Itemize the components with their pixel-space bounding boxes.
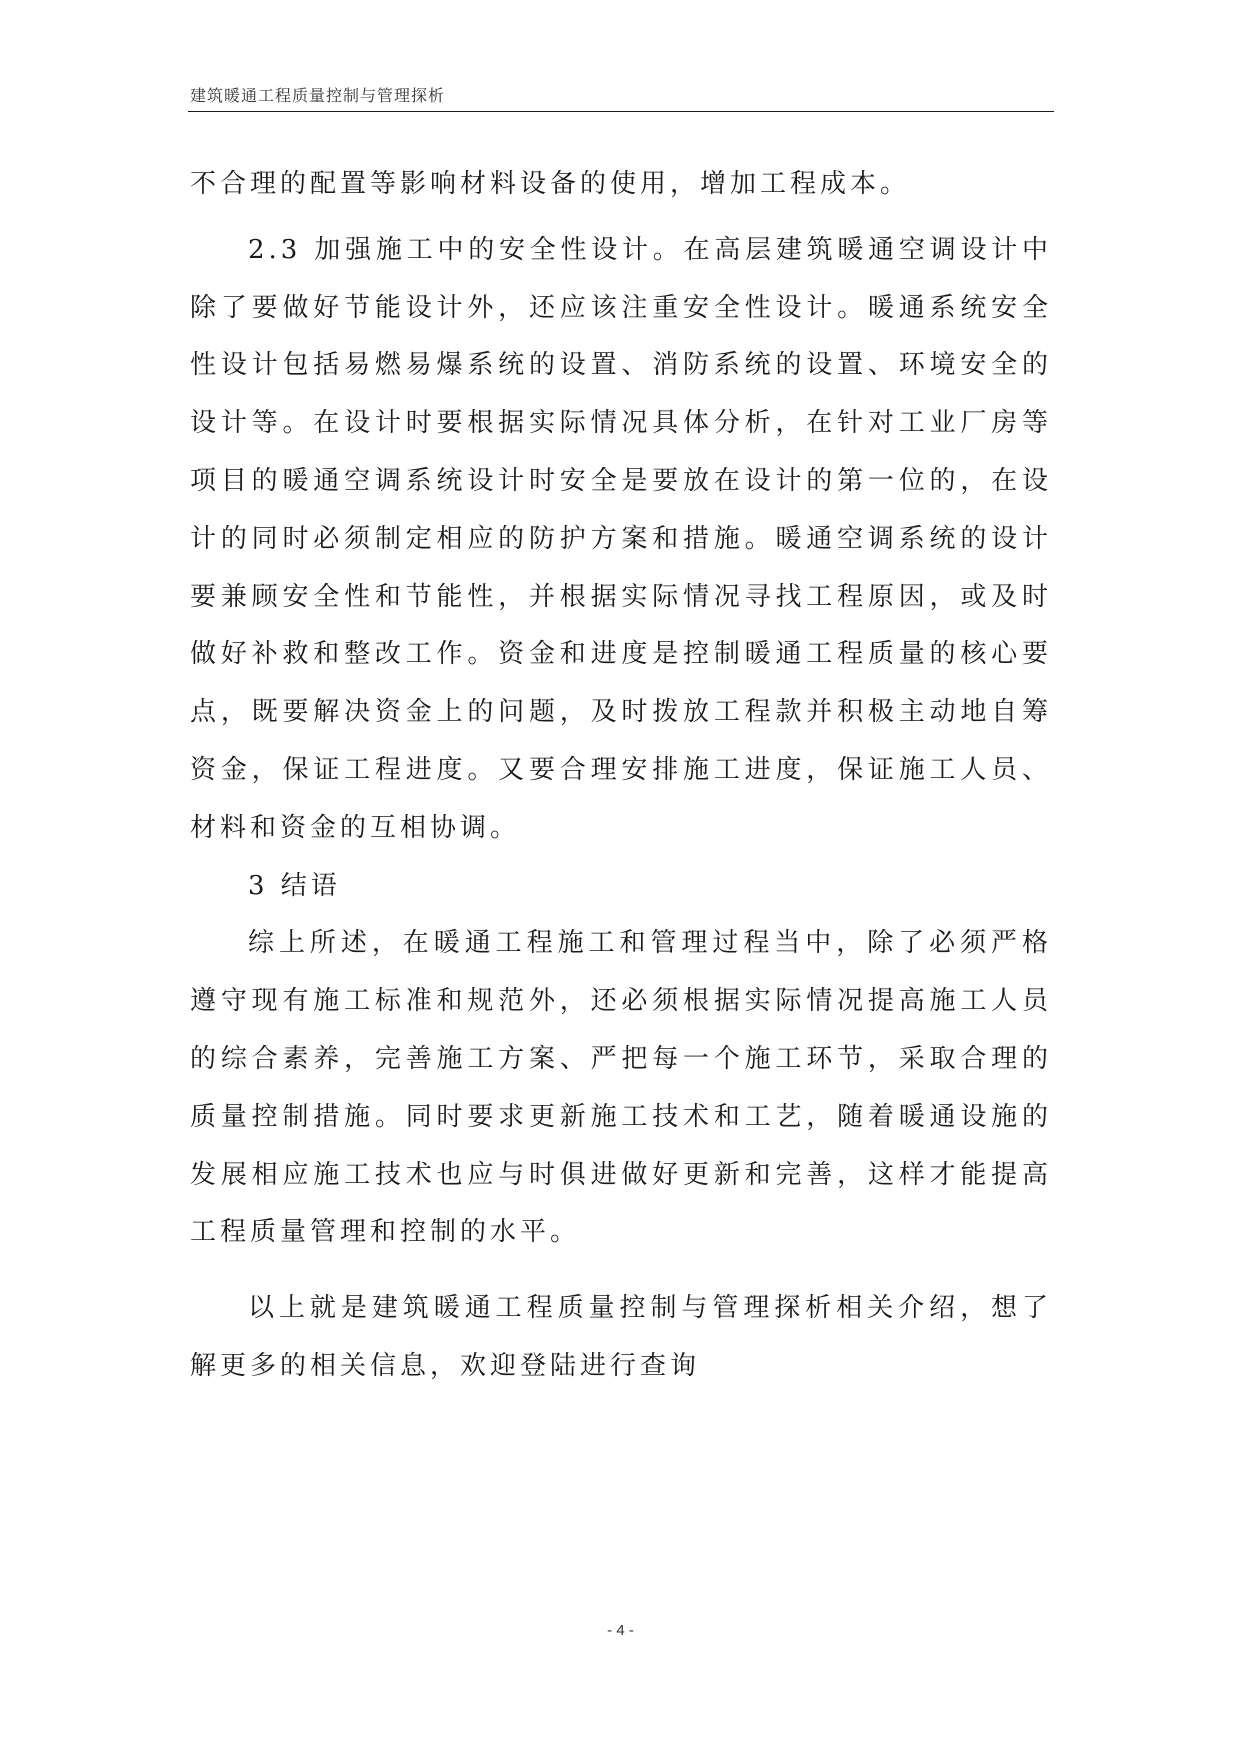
- paragraph-continuation: 不合理的配置等影响材料设备的使用，增加工程成本。: [190, 169, 911, 199]
- running-header: 建筑暖通工程质量控制与管理探析: [190, 86, 446, 105]
- page-number: - 4 -: [607, 1622, 634, 1639]
- paragraph-closing-note: 以上就是建筑暖通工程质量控制与管理探析相关介绍，想了解更多的相关信息，欢迎登陆进行查询: [190, 1293, 1052, 1381]
- paragraph-section-2-3: 2.3 加强施工中的安全性设计。在高层建筑暖通空调设计中除了要做好节能设计外，还应该注重安全性设计。暖通系统安全性设计包括易燃易爆系统的设置、消防系统的设置、环境安全的设计等。在设计时要根据实际情况具体分析，在针对工业厂房等项目的暖通空调系统设计时安全是要放在设计的第一位的，在设计的同时必须制定相应的防护方案和措施。暖通空调系统的设计要兼顾安全性和节能性，并根据实际情况寻找工程原因，或及时做好补救和整改工作。资金和进度是控制暖通工程质量的核心要点，既要解决资金上的问题，及时拨放工程款并积极主动地自筹资金，保证工程进度。又要合理安排施工进度，保证施工人员、材料和资金的互相协调。: [190, 234, 1052, 843]
- document-body: [190, 156, 1052, 1396]
- section-heading-conclusion: 3 结语: [248, 870, 341, 901]
- paragraph-conclusion: 综上所述，在暖通工程施工和管理过程当中，除了必须严格遵守现有施工标准和规范外，还必须根据实际情况提高施工人员的综合素养，完善施工方案、严把每一个施工环节，采取合理的质量控制措施。同时要求更新施工技术和工艺，随着暖通设施的发展相应施工技术也应与时俱进做好更新和完善，这样才能提高工程质量管理和控制的水平。: [190, 928, 1052, 1248]
- header-rule: [188, 111, 1054, 112]
